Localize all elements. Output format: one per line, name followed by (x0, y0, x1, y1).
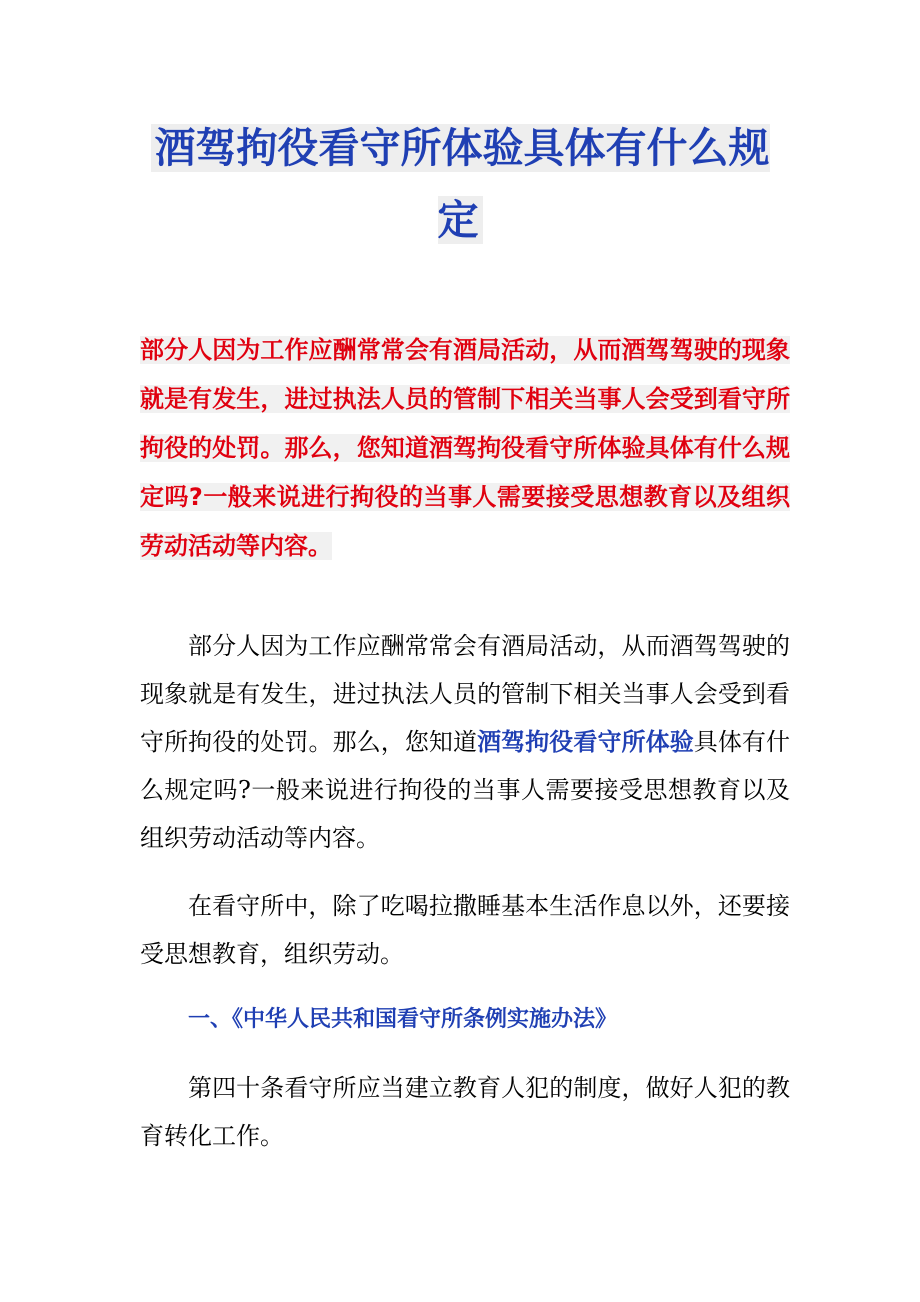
document-title-text: 酒驾拘役看守所体验具体有什么规定 (151, 124, 770, 244)
body-paragraph-1 (140, 622, 790, 862)
paragraph-1-text-before: 部分人因为工作应酬常常会有酒局活动，从而酒驾驾驶的现象就是有发生，进过执法人员的管制下相关当事人会受到看守所拘役的处罚。那么，您知道 (140, 632, 790, 756)
summary-text: 部分人因为工作应酬常常会有酒局活动，从而酒驾驾驶的现象就是有发生，进过执法人员的管制下相关当事人会受到看守所拘役的处罚。那么，您知道酒驾拘役看守所体验具体有什么规定吗?一般来说进行拘役的当事人需要接受思想教育以及组织劳动活动等内容。 (140, 336, 790, 560)
document-title (140, 112, 780, 256)
body-paragraph-3: 第四十条看守所应当建立教育人犯的制度，做好人犯的教育转化工作。 (140, 1074, 790, 1150)
keyword-link[interactable]: 酒驾拘役看守所体验 (477, 728, 694, 756)
section-heading: 一、《中华人民共和国看守所条例实施办法》 (188, 1007, 618, 1032)
body-paragraph-2: 在看守所中，除了吃喝拉撒睡基本生活作息以外，还要接受思想教育，组织劳动。 (140, 892, 790, 968)
summary-paragraph (140, 326, 790, 571)
paragraph-1-text-after: 具体有什么规定吗?一般来说进行拘役的当事人需要接受思想教育以及组织劳动活动等内容。 (140, 728, 791, 852)
